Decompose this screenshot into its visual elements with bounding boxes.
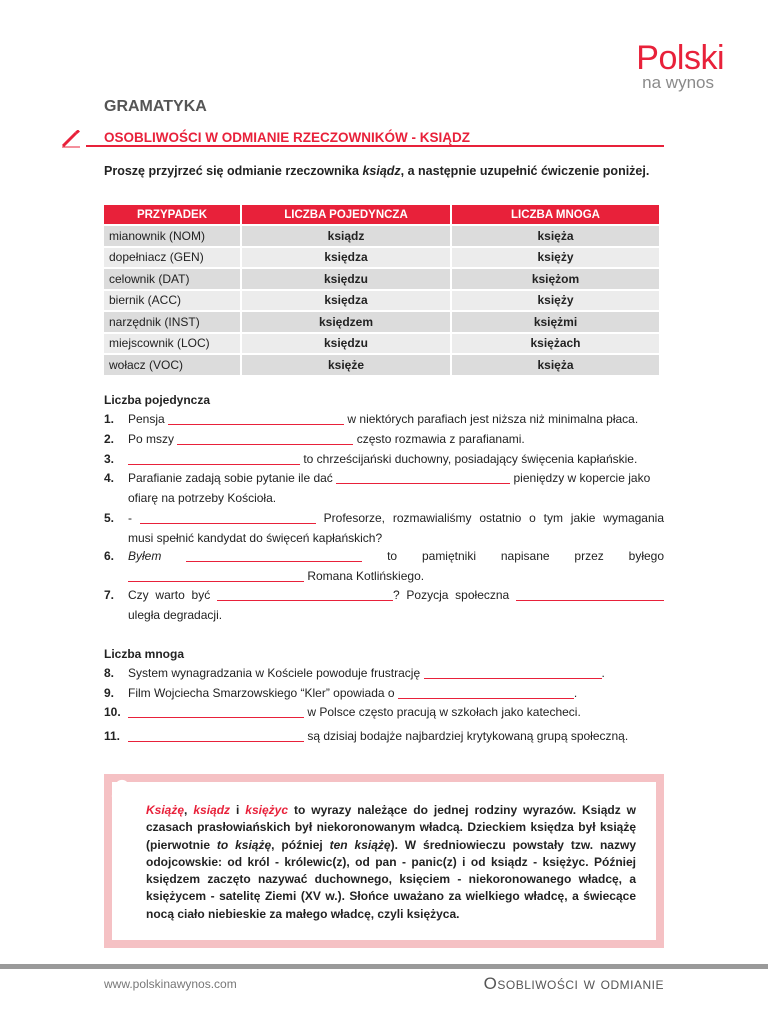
column-header-plural: LICZBA MNOGA bbox=[452, 205, 659, 224]
exercise-number: 10. bbox=[104, 705, 121, 719]
answer-blank[interactable] bbox=[398, 686, 574, 699]
answer-blank[interactable] bbox=[186, 549, 362, 562]
singular-heading: Liczba pojedyncza bbox=[104, 393, 211, 407]
plural-form: księży bbox=[452, 291, 659, 311]
plural-form: księżmi bbox=[452, 312, 659, 332]
title-underline bbox=[86, 145, 664, 147]
exercise-7: 7. Czy warto być ? Pozycja społeczna uległa degradacji. bbox=[104, 586, 664, 625]
exercise-8: 8. System wynagradzania w Kościele powoduje frustrację . bbox=[104, 664, 664, 684]
exercise-number: 8. bbox=[104, 666, 115, 680]
answer-blank[interactable] bbox=[217, 588, 393, 601]
plural-form: księża bbox=[452, 355, 659, 375]
case-name: narzędnik (INST) bbox=[104, 312, 240, 332]
case-name: miejscownik (LOC) bbox=[104, 334, 240, 354]
info-box bbox=[104, 774, 664, 948]
table-row bbox=[104, 269, 659, 289]
singular-form: księdzu bbox=[242, 334, 450, 354]
answer-blank[interactable] bbox=[177, 432, 353, 445]
declension-table bbox=[102, 203, 661, 377]
case-name: biernik (ACC) bbox=[104, 291, 240, 311]
answer-blank[interactable] bbox=[128, 569, 304, 582]
case-name: celownik (DAT) bbox=[104, 269, 240, 289]
singular-form: księdzu bbox=[242, 269, 450, 289]
exercise-number: 5. bbox=[104, 511, 115, 525]
exercise-number: 4. bbox=[104, 471, 115, 485]
singular-form: ksiądz bbox=[242, 226, 450, 246]
exercise-number: 11. bbox=[104, 729, 121, 743]
brand-logo bbox=[624, 40, 724, 92]
exercise-2: 2. Po mszy często rozmawia z parafianami. bbox=[104, 430, 664, 450]
footer-divider bbox=[0, 964, 768, 969]
answer-blank[interactable] bbox=[128, 705, 304, 718]
answer-blank[interactable] bbox=[140, 511, 316, 524]
table-row bbox=[104, 248, 659, 268]
singular-form: księdza bbox=[242, 291, 450, 311]
plural-form: księżach bbox=[452, 334, 659, 354]
exercise-number: 2. bbox=[104, 432, 115, 446]
instruction-text: Proszę przyjrzeć się odmianie rzeczownika ksiądz, a następnie uzupełnić ćwiczenie poniżej. bbox=[104, 164, 650, 178]
plural-form: księży bbox=[452, 248, 659, 268]
table-row bbox=[104, 334, 659, 354]
case-name: dopełniacz (GEN) bbox=[104, 248, 240, 268]
exercise-number: 6. bbox=[104, 549, 115, 563]
answer-blank[interactable] bbox=[168, 412, 344, 425]
logo-sub-text: na wynos bbox=[642, 73, 714, 92]
answer-blank[interactable] bbox=[336, 471, 510, 484]
table-row bbox=[104, 312, 659, 332]
case-name: mianownik (NOM) bbox=[104, 226, 240, 246]
plural-form: księża bbox=[452, 226, 659, 246]
footer-title: Osobliwości w odmianie bbox=[483, 974, 664, 993]
exercise-10: 10. w Polsce często pracują w szkołach jako katecheci. bbox=[104, 703, 664, 723]
table-header-row bbox=[104, 205, 659, 224]
exercise-number: 7. bbox=[104, 588, 115, 602]
exercise-1: 1. Pensja w niektórych parafiach jest niższa niż minimalna płaca. bbox=[104, 410, 664, 430]
column-header-singular: LICZBA POJEDYNCZA bbox=[242, 205, 450, 224]
answer-blank[interactable] bbox=[128, 452, 300, 465]
section-heading: GRAMATYKA bbox=[104, 98, 207, 115]
answer-blank[interactable] bbox=[516, 588, 664, 601]
table-row bbox=[104, 355, 659, 375]
case-name: wołacz (VOC) bbox=[104, 355, 240, 375]
exercise-9: 9. Film Wojciecha Smarzowskiego “Kler” opowiada o . bbox=[104, 684, 664, 704]
column-header-case: PRZYPADEK bbox=[104, 205, 240, 224]
logo-main-text: Polski bbox=[636, 39, 724, 77]
exercise-3: 3. to chrześcijański duchowny, posiadający święcenia kapłańskie. bbox=[104, 450, 664, 470]
table-row bbox=[104, 291, 659, 311]
answer-blank[interactable] bbox=[128, 729, 304, 742]
exercise-number: 3. bbox=[104, 452, 115, 466]
exercise-11: 11. są dzisiaj bodajże najbardziej krytykowaną grupą społeczną. bbox=[104, 727, 664, 747]
exercise-number: 1. bbox=[104, 412, 115, 426]
plural-form: księżom bbox=[452, 269, 659, 289]
footer-url[interactable]: www.polskinawynos.com bbox=[104, 977, 237, 991]
singular-form: księże bbox=[242, 355, 450, 375]
exercise-5: 5. - Profesorze, rozmawialiśmy ostatnio o tym jakie wymagania musi spełnić kandydat do święceń kapłańskich? bbox=[104, 511, 664, 545]
singular-form: księdza bbox=[242, 248, 450, 268]
exercise-4: 4. Parafianie zadają sobie pytanie ile dać pieniędzy w kopercie jako ofiarę na potrzeby Kościoła. bbox=[104, 471, 651, 505]
lesson-title: OSOBLIWOŚCI W ODMIANIE RZECZOWNIKÓW - KSIĄDZ bbox=[104, 130, 476, 145]
pencil-icon bbox=[60, 130, 82, 148]
exercise-6: 6. Byłem to pamiętniki napisane przez byłego Romana Kotlińskiego. bbox=[104, 549, 664, 583]
magnifier-icon bbox=[111, 779, 131, 799]
table-row bbox=[104, 226, 659, 246]
exercise-number: 9. bbox=[104, 686, 115, 700]
plural-heading: Liczba mnoga bbox=[104, 647, 185, 661]
singular-form: księdzem bbox=[242, 312, 450, 332]
info-box-text: Książę, ksiądz i księżyc to wyrazy należące do jednej rodziny wyrazów. Ksiądz w czasach prasłowiańskich był niekoronowanym władcą. Dzieckiem księdza był książę (pierwotnie to książę, później ten książę). W średniowieczu powstały tzw. nazwy odojcowskie: od król - królewic(z), od pan - panic(z) i od ksiądz - księżyc. Później księdzem zaczęto nazywać duchownego, księciem - niekoronowanego władcę, a księżycem - satelitę Ziemi (XV w.). Słońce uważano za wielkiego władcę, a świecące nocą ciało niebieskie za małego władcę, czyli księżyca. bbox=[112, 782, 656, 940]
answer-blank[interactable] bbox=[424, 666, 602, 679]
